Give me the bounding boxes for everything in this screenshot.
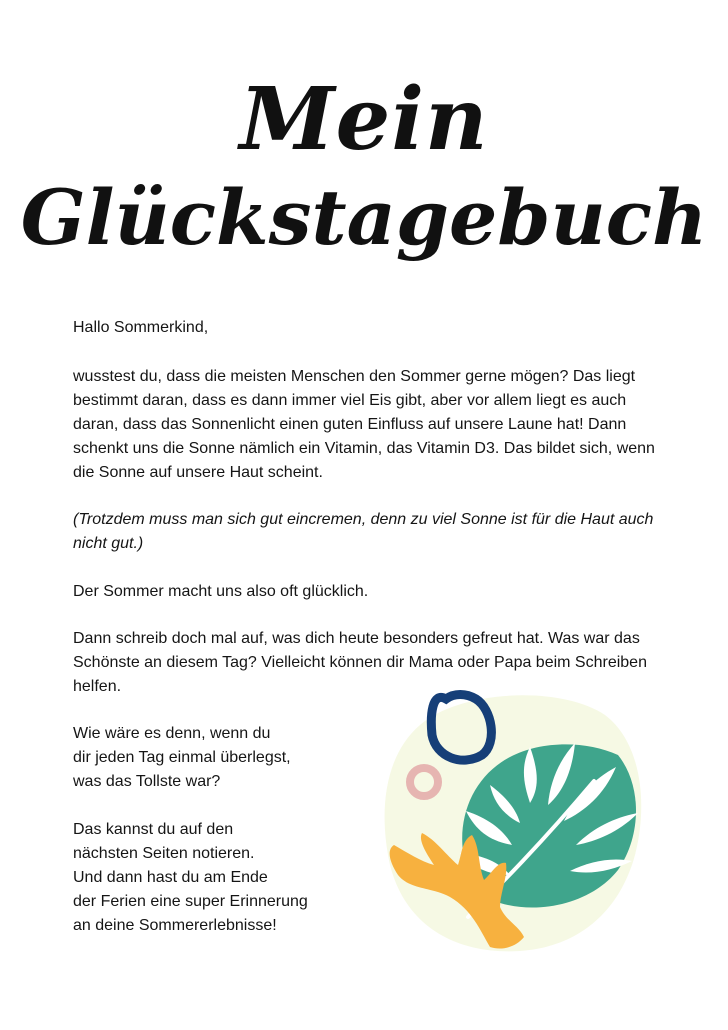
closing-line: Das kannst du auf den [73, 821, 234, 838]
intro-paragraph: wusstest du, dass die meisten Menschen den Sommer gerne mögen? Das liegt bestimmt daran, dass es dann immer viel Eis gibt, aber vor allem liegt es auch daran, dass das Sonnenlicht einen guten Einfluss auf unsere Laune hat! Dann schenkt uns die Sonne nämlich ein Vitamin, das Vitamin D3. Das bildet sich, wenn die Sonne auf unsere Haut scheint. [73, 368, 655, 481]
sunscreen-note: (Trotzdem muss man sich gut eincremen, denn zu viel Sonne ist für die Haut auch nicht gut.) [73, 511, 654, 552]
prompt-paragraph: Dann schreib doch mal auf, was dich heute besonders gefreut hat. Was war das Schönste an diesem Tag? Vielleicht können dir Mama oder Papa beim Schreiben helfen. [73, 630, 647, 695]
closing-line: nächsten Seiten notieren. [73, 845, 255, 862]
question-line: dir jeden Tag einmal überlegst, [73, 749, 291, 766]
title-line-1: Mein [239, 69, 489, 170]
closing-line: der Ferien eine super Erinnerung [73, 893, 308, 910]
question-line: Wie wäre es denn, wenn du [73, 725, 271, 742]
closing-paragraph [73, 818, 308, 938]
summer-line: Der Sommer macht uns also oft glücklich. [73, 583, 369, 600]
monstera-leaf-illustration [380, 685, 650, 960]
question-line: was das Tollste war? [73, 773, 221, 790]
closing-line: Und dann hast du am Ende [73, 869, 268, 886]
title-line-2: Glückstagebuch [20, 173, 708, 262]
question-paragraph [73, 722, 291, 794]
greeting: Hallo Sommerkind, [73, 319, 209, 336]
closing-line: an deine Sommererlebnisse! [73, 917, 277, 934]
